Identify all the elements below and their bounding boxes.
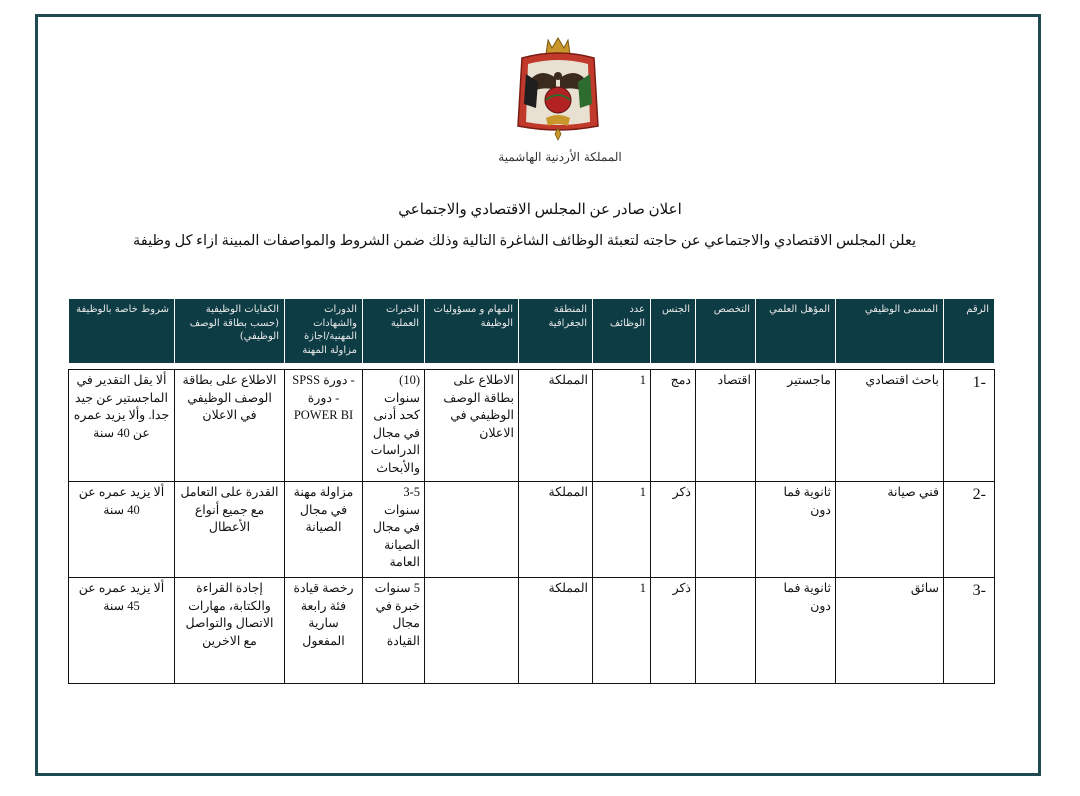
row-count: 1	[593, 578, 651, 684]
announcement-intro: يعلن المجلس الاقتصادي والاجتماعي عن حاجته لتعبئة الوظائف الشاغرة التالية وذلك ضمن الشروط والمواصفات المبينة ازاء كل وظيفة	[133, 233, 916, 249]
col-header-number: الرقم	[944, 299, 995, 364]
col-header-courses: الدورات والشهادات المهنية/اجازة مزاولة المهنة	[285, 299, 363, 364]
table-header-row	[69, 299, 995, 364]
row-specialization: اقتصاد	[696, 370, 756, 482]
row-special-conditions: ألا يقل التقدير في الماجستير عن جيد جدا. وألا يزيد عمره عن 40 سنة	[69, 370, 175, 482]
row-region: المملكة	[519, 370, 593, 482]
row-tasks	[425, 482, 519, 578]
row-region: المملكة	[519, 578, 593, 684]
row-tasks	[425, 578, 519, 684]
row-gender: ذكر	[651, 578, 696, 684]
row-count: 1	[593, 482, 651, 578]
row-number: -3	[944, 578, 995, 684]
row-number: -2	[944, 482, 995, 578]
table-row	[69, 370, 995, 482]
col-header-competencies: الكفايات الوظيفية (حسب بطاقة الوصف الوظيفي)	[175, 299, 285, 364]
row-experience: 5 سنوات خبرة في مجال القيادة	[363, 578, 425, 684]
row-competencies: القدرة على التعامل مع جميع أنواع الأعطال	[175, 482, 285, 578]
row-title: فني صيانة	[836, 482, 944, 578]
row-gender: ذكر	[651, 482, 696, 578]
row-specialization	[696, 578, 756, 684]
table-row	[69, 482, 995, 578]
col-header-count: عدد الوظائف	[593, 299, 651, 364]
table-row	[69, 578, 995, 684]
row-title: باحث اقتصادي	[836, 370, 944, 482]
row-qualification: ثانوية فما دون	[756, 482, 836, 578]
vacancies-table	[68, 298, 995, 684]
row-competencies: الاطلاع على بطاقة الوصف الوظيفي في الاعلان	[175, 370, 285, 482]
row-competencies: إجادة القراءة والكتابة، مهارات الاتصال والتواصل مع الاخرين	[175, 578, 285, 684]
row-courses: مزاولة مهنة في مجال الصيانة	[285, 482, 363, 578]
col-header-title: المسمى الوظيفي	[836, 299, 944, 364]
col-header-qualification: المؤهل العلمي	[756, 299, 836, 364]
row-qualification: ثانوية فما دون	[756, 578, 836, 684]
row-courses: رخصة قيادة فئة رابعة سارية المفعول	[285, 578, 363, 684]
col-header-experience: الخبرات العملية	[363, 299, 425, 364]
announcement-title: اعلان صادر عن المجلس الاقتصادي والاجتماعي	[398, 202, 682, 218]
row-count: 1	[593, 370, 651, 482]
row-tasks: الاطلاع على بطاقة الوصف الوظيفي في الاعلان	[425, 370, 519, 482]
row-gender: دمج	[651, 370, 696, 482]
row-qualification: ماجستير	[756, 370, 836, 482]
row-special-conditions: ألا يزيد عمره عن 40 سنة	[69, 482, 175, 578]
col-header-gender: الجنس	[651, 299, 696, 364]
row-courses: - دورة SPSS - دورة POWER BI	[285, 370, 363, 482]
jordan-coat-of-arms-icon	[512, 34, 604, 146]
kingdom-name: المملكة الأردنية الهاشمية	[498, 150, 622, 164]
col-header-tasks: المهام و مسؤوليات الوظيفة	[425, 299, 519, 364]
col-header-specialization: التخصص	[696, 299, 756, 364]
row-region: المملكة	[519, 482, 593, 578]
row-experience: (10) سنوات كحد أدنى في مجال الدراسات والأبحاث	[363, 370, 425, 482]
row-specialization	[696, 482, 756, 578]
col-header-region: المنطقة الجغرافية	[519, 299, 593, 364]
row-special-conditions: ألا يزيد عمره عن 45 سنة	[69, 578, 175, 684]
row-title: سائق	[836, 578, 944, 684]
col-header-special-conditions: شروط خاصة بالوظيفة	[69, 299, 175, 364]
row-experience: 3-5 سنوات في مجال الصيانة العامة	[363, 482, 425, 578]
row-number: -1	[944, 370, 995, 482]
